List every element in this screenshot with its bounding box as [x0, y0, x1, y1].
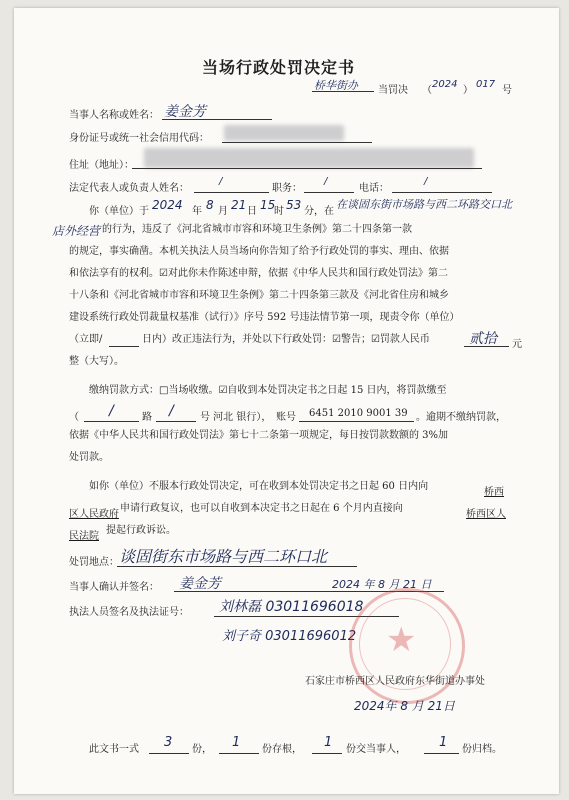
- doc-number-prefix: 桥华街办: [314, 79, 358, 92]
- party-name-label: 当事人名称或姓名：: [69, 110, 159, 121]
- officer-1: 刘林磊 03011696018: [219, 599, 364, 615]
- payment-line-2-tail: 。逾期不缴纳罚款，: [416, 412, 506, 423]
- fact-line-7b: 日内）改正违法行为，并处以下行政处罚：☑警告；☑罚款人民币: [142, 334, 430, 345]
- fine-line: [464, 346, 509, 347]
- copies-total-line: [149, 753, 189, 754]
- address-redaction: [144, 148, 474, 168]
- legal-rep-label: 法定代表人或负责人姓名：: [69, 183, 189, 194]
- id-line: [222, 142, 372, 143]
- fact-year: 2024: [152, 198, 183, 212]
- fact-line-5: 十八条和《河北省城市市容和环境卫生条例》第二十四条第三款及《河北省住房和城乡: [69, 290, 449, 301]
- place-label: 处罚地点：: [69, 557, 119, 568]
- fact-days-blank: [109, 346, 139, 347]
- copies-text-d: 份交当事人，: [346, 744, 406, 755]
- doc-prefix-line: [312, 91, 374, 92]
- fact-line-7a: （立即/: [69, 334, 103, 345]
- fact-line-4: 和依法享有的权利。☑对此你未作陈述申辩，依据《中华人民共和国行政处罚法》第二: [69, 268, 448, 279]
- fact-act: 店外经营: [52, 224, 101, 238]
- copies-archive: 1: [439, 735, 448, 750]
- id-label: 身份证号或统一社会信用代码：: [69, 133, 209, 144]
- copies-text-a: 此文书一式: [89, 744, 139, 755]
- doc-number-seq: 017: [476, 79, 496, 90]
- account-line: [299, 421, 414, 422]
- id-redaction: [224, 125, 344, 141]
- fact-line-3: 的规定，事实确凿。本机关执法人员当场向你告知了给予行政处罚的事实、理由、依据: [69, 246, 449, 257]
- fact-intro: 你（单位）于: [89, 206, 149, 217]
- confirm-date: 2024 年 8 月 21 日: [332, 578, 432, 591]
- fact-line-6: 建设系统行政处罚裁量权基准（试行）》序号 592 号违法情节第一项，现责令你（单位）: [69, 312, 460, 323]
- confirm-signature: 姜金芳: [179, 576, 221, 592]
- officers-label: 执法人员签名及执法证号：: [69, 607, 189, 618]
- position-label: 职务：: [272, 183, 302, 194]
- issuer-org: 石家庄市桥西区人民政府东华街道办事处: [305, 676, 485, 687]
- bank-open: （: [69, 412, 79, 423]
- fine-amount: 贰拾: [469, 331, 497, 347]
- document-page: [14, 8, 559, 794]
- payment-line-4: 处罚款。: [69, 452, 109, 463]
- copies-archive-line: [424, 753, 459, 754]
- copies-party: 1: [324, 735, 333, 750]
- payment-line-1: 缴纳罚款方式：□当场收缴。☑自收到本处罚决定书之日起 15 日内，将罚款缴至: [89, 385, 447, 396]
- party-name-line: [162, 119, 272, 120]
- officer-2: 刘子奇 03011696012: [222, 629, 357, 644]
- copies-text-c: 份存根，: [262, 744, 302, 755]
- appeal-line-3b: 提起行政诉讼。: [106, 525, 176, 536]
- seal-star-icon: ★: [386, 620, 417, 660]
- bank-slash-1: /: [109, 403, 114, 419]
- fact-line-2: 的行为，违反了《河北省城市市容和环境卫生条例》第二十四条第一款: [102, 224, 412, 235]
- place-line: [117, 566, 357, 567]
- phone-line: [392, 192, 492, 193]
- doc-number-label: 当罚决: [378, 85, 408, 96]
- copies-party-line: [312, 753, 342, 754]
- fact-day-unit: 日: [247, 206, 257, 217]
- fact-minute: 53: [286, 198, 302, 212]
- position-value: /: [324, 176, 328, 187]
- payment-line-3: 依据《中华人民共和国行政处罚法》第七十二条第一项规定，每日按罚款数额的 3%加: [69, 430, 449, 441]
- fact-line-8: 整（大写）。: [69, 356, 124, 367]
- appeal-gov-1: 桥西: [484, 487, 504, 498]
- fact-month: 8: [206, 198, 214, 212]
- legal-rep-line: [194, 192, 269, 193]
- fact-month-unit: 月: [218, 206, 228, 217]
- appeal-court-2: 民法院: [69, 531, 99, 542]
- copies-kept: 1: [232, 735, 241, 750]
- fact-hour: 15: [260, 198, 276, 212]
- fact-location: 在谈固东街市场路与西二环路交口北: [336, 198, 512, 211]
- copies-text-e: 份归档。: [462, 744, 502, 755]
- place-value: 谈固街东市场路与西二环口北: [119, 547, 328, 566]
- bank-line-2: [156, 421, 196, 422]
- fact-hour-unit: 时: [274, 206, 284, 217]
- position-line: [304, 192, 354, 193]
- bank-road: 路: [142, 412, 152, 423]
- phone-value: /: [424, 176, 428, 187]
- bank-line-1: [84, 421, 139, 422]
- fact-day: 21: [231, 198, 247, 212]
- account-label: 账号: [276, 412, 296, 423]
- copies-text-b: 份，: [192, 744, 212, 755]
- doc-number-year: 2024: [432, 79, 458, 90]
- document-title: 当场行政处罚决定书: [202, 58, 356, 77]
- bank-slash-2: /: [169, 403, 174, 419]
- appeal-court-1: 桥西区人: [466, 509, 506, 520]
- party-name-value: 姜金芳: [164, 104, 206, 120]
- fact-minute-unit: 分，在: [304, 206, 334, 217]
- phone-label: 电话：: [359, 183, 389, 194]
- doc-number-year-open: （: [422, 85, 432, 96]
- address-label: 住址（地址）：: [69, 160, 134, 171]
- copies-kept-line: [219, 753, 259, 754]
- fine-unit: 元: [512, 339, 522, 350]
- copies-total: 3: [164, 735, 173, 750]
- legal-rep-value: /: [219, 176, 223, 187]
- doc-number-suffix: 号: [502, 85, 512, 96]
- appeal-gov-2: 区人民政府: [69, 509, 119, 520]
- issuer-date: 2024年 8 月 21日: [354, 699, 455, 713]
- address-line: [132, 168, 482, 169]
- fact-year-unit: 年: [192, 206, 202, 217]
- confirm-label: 当事人确认并签名：: [69, 582, 159, 593]
- appeal-line-1a: 如你（单位）不服本行政处罚决定，可在收到本处罚决定书之日起 60 日内向: [89, 481, 429, 492]
- account-value: 6451 2010 9001 39: [309, 408, 408, 419]
- bank-name: 号 河北 银行），: [200, 412, 272, 423]
- appeal-line-2b: 申请行政复议，也可以自收到本决定书之日起在 6 个月内直接向: [120, 503, 403, 514]
- doc-number-year-close: ）: [463, 85, 473, 96]
